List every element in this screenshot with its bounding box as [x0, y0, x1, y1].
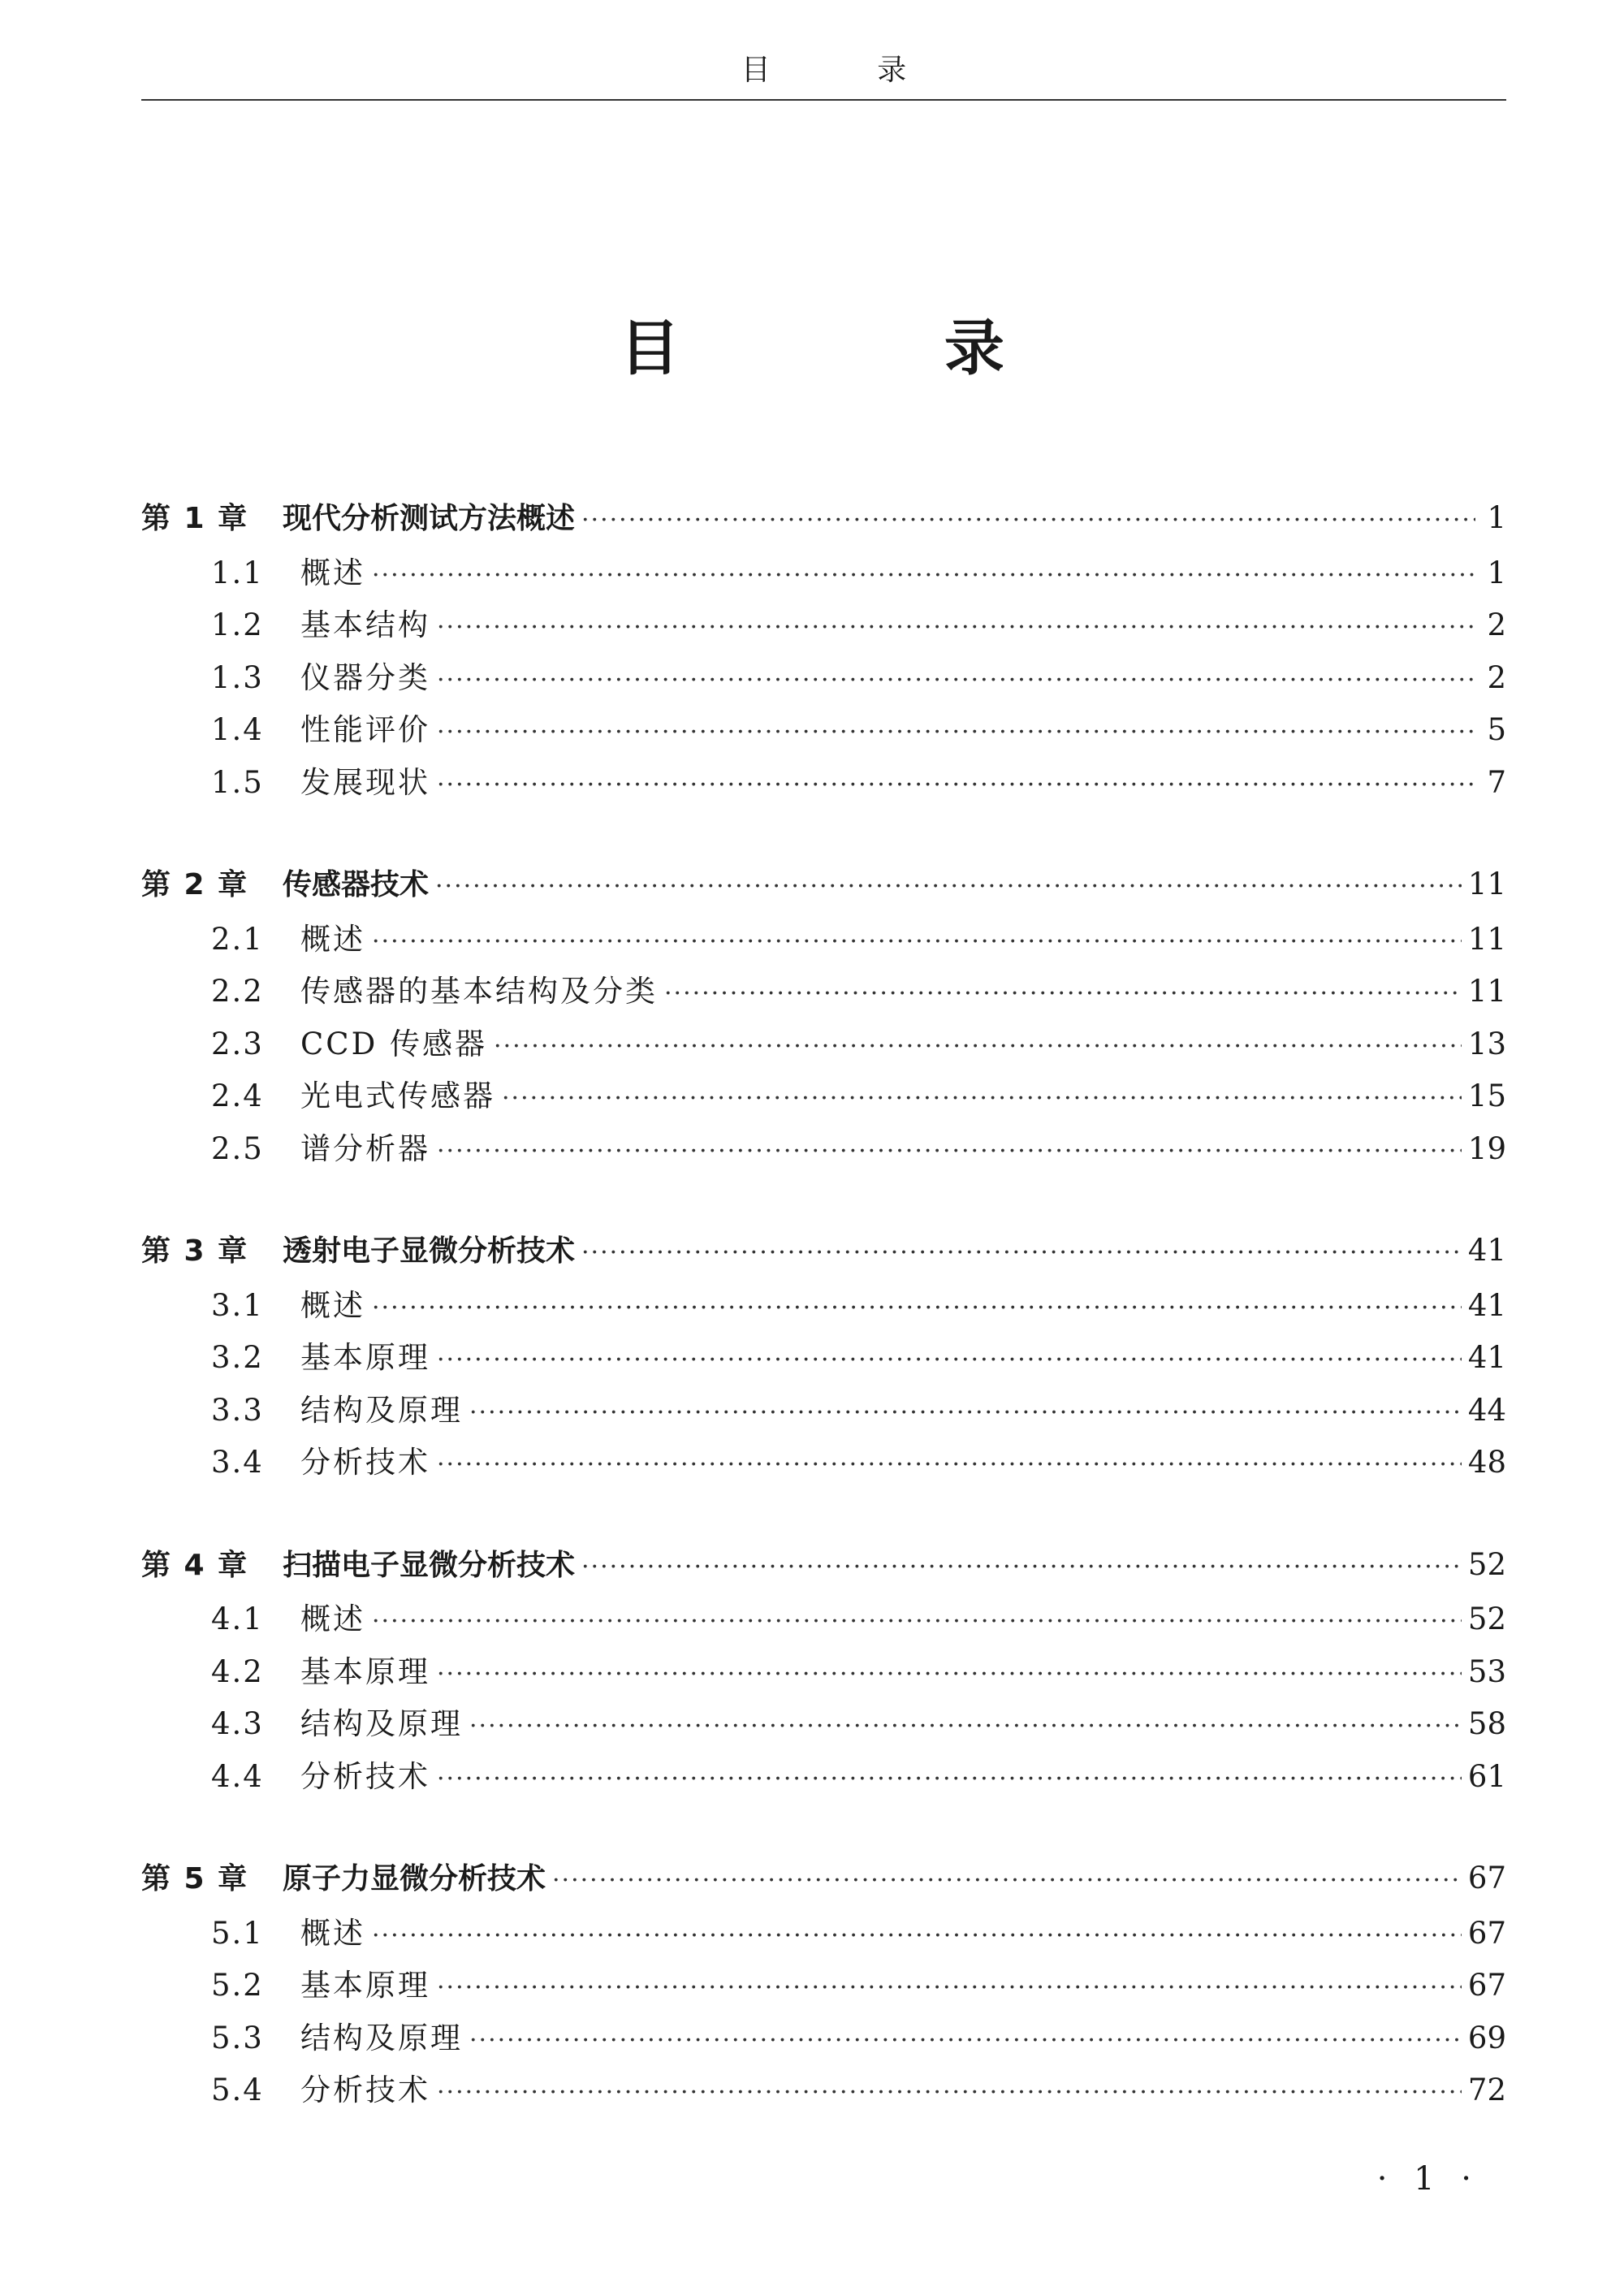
page-number: 67	[1467, 1861, 1506, 1895]
dot-leader	[502, 1084, 1462, 1113]
page-number: 61	[1467, 1758, 1506, 1794]
dot-leader	[581, 1553, 1462, 1581]
page-number: 52	[1467, 1546, 1506, 1582]
dot-leader	[437, 1346, 1462, 1374]
toc-chapter-block-1	[141, 495, 1506, 810]
section-number: 3.4	[211, 1445, 264, 1480]
section-title: 结构及原理	[300, 2020, 463, 2055]
section-number: 2.4	[211, 1078, 264, 1113]
section-title: 基本结构	[300, 607, 430, 642]
table-of-contents	[141, 495, 1506, 2170]
toc-chapter-entry[interactable]	[141, 495, 1506, 548]
dot-leader	[437, 718, 1475, 746]
page-number: 69	[1467, 2020, 1506, 2055]
toc-section-entry[interactable]	[141, 1385, 1506, 1438]
section-number: 4.1	[211, 1602, 264, 1636]
dot-leader	[372, 1294, 1462, 1322]
toc-section-entry[interactable]	[141, 705, 1506, 758]
chapter-title: 现代分析测试方法概述	[283, 502, 576, 535]
page-number: 44	[1467, 1392, 1506, 1428]
section-title: 仪器分类	[300, 659, 430, 695]
page-number: 67	[1467, 1915, 1506, 1951]
section-title: 概述	[300, 1602, 365, 1636]
dot-leader	[437, 771, 1475, 799]
page-number: 1	[1487, 500, 1506, 535]
section-number: 5.3	[211, 2020, 264, 2055]
toc-section-entry[interactable]	[141, 1908, 1506, 1961]
page-number: 58	[1467, 1706, 1506, 1741]
page-number: 41	[1467, 1287, 1506, 1323]
section-title: 概述	[300, 555, 365, 590]
toc-section-entry[interactable]	[141, 1699, 1506, 1752]
chapter-title: 透射电子显微分析技术	[283, 1234, 576, 1268]
section-number: 4.3	[211, 1706, 264, 1741]
toc-section-entry[interactable]	[141, 1960, 1506, 2013]
toc-chapter-block-3	[141, 1228, 1506, 1490]
dot-leader	[437, 1137, 1462, 1165]
header-rule	[141, 99, 1506, 101]
dot-leader	[552, 1866, 1462, 1895]
page-number: 15	[1467, 1078, 1506, 1113]
section-number: 5.4	[211, 2073, 264, 2107]
section-title: CCD 传感器	[300, 1026, 488, 1061]
page-number: 19	[1467, 1130, 1506, 1166]
dot-leader	[437, 1660, 1462, 1688]
running-head: 目 录	[741, 54, 956, 87]
toc-section-entry[interactable]	[141, 1019, 1506, 1072]
toc-section-entry[interactable]	[141, 1124, 1506, 1177]
section-number: 1.3	[211, 659, 264, 695]
section-number: 2.5	[211, 1130, 264, 1166]
toc-section-entry[interactable]	[141, 653, 1506, 706]
dot-leader	[372, 1607, 1462, 1636]
toc-section-entry[interactable]	[141, 1437, 1506, 1490]
section-number: 5.2	[211, 1968, 264, 2003]
section-title: 结构及原理	[300, 1706, 463, 1741]
dot-leader	[372, 927, 1462, 956]
page-number: 7	[1487, 764, 1506, 800]
section-title: 分析技术	[300, 2073, 430, 2107]
dot-leader	[435, 872, 1462, 901]
chapter-title: 原子力显微分析技术	[283, 1862, 546, 1895]
toc-section-entry[interactable]	[141, 966, 1506, 1019]
toc-section-entry[interactable]	[141, 548, 1506, 601]
toc-chapter-entry[interactable]	[141, 1542, 1506, 1595]
page-number: 2	[1487, 659, 1506, 695]
toc-chapter-block-2	[141, 862, 1506, 1176]
toc-chapter-block-5	[141, 1856, 1506, 2118]
toc-section-entry[interactable]	[141, 2065, 1506, 2118]
page-number: 11	[1467, 974, 1506, 1009]
section-title: 基本原理	[300, 1340, 430, 1375]
dot-leader	[581, 1238, 1462, 1267]
toc-chapter-entry[interactable]	[141, 1228, 1506, 1281]
chapter-title: 传感器技术	[283, 868, 430, 901]
page-number: 1	[1487, 555, 1506, 590]
page-number: 53	[1467, 1653, 1506, 1689]
toc-section-entry[interactable]	[141, 1333, 1506, 1385]
section-title: 传感器的基本结构及分类	[300, 974, 658, 1009]
dot-leader	[581, 506, 1475, 534]
toc-section-entry[interactable]	[141, 1647, 1506, 1700]
section-number: 2.1	[211, 921, 264, 957]
section-title: 谱分析器	[300, 1130, 430, 1166]
page-number: 2	[1487, 607, 1506, 642]
page-title: 目 录	[620, 313, 1126, 383]
page-number: 52	[1467, 1602, 1506, 1636]
toc-section-entry[interactable]	[141, 2013, 1506, 2066]
page-folio: · 1 ·	[1376, 2160, 1479, 2198]
section-title: 结构及原理	[300, 1392, 463, 1428]
toc-chapter-entry[interactable]	[141, 862, 1506, 914]
dot-leader	[437, 613, 1475, 642]
chapter-title: 扫描电子显微分析技术	[283, 1548, 576, 1582]
toc-chapter-block-4	[141, 1542, 1506, 1805]
page-number: 11	[1467, 921, 1506, 957]
section-title: 性能评价	[300, 712, 430, 747]
section-number: 1.4	[211, 712, 264, 747]
section-number: 1.1	[211, 555, 264, 590]
dot-leader	[494, 1032, 1462, 1061]
dot-leader	[469, 2026, 1462, 2055]
toc-section-entry[interactable]	[141, 1281, 1506, 1334]
section-number: 4.4	[211, 1758, 264, 1794]
chapter-number: 第 2 章	[141, 868, 249, 901]
chapter-number: 第 5 章	[141, 1862, 249, 1895]
section-number: 3.2	[211, 1340, 264, 1375]
page-number: 72	[1467, 2073, 1506, 2107]
page-number: 48	[1467, 1445, 1506, 1480]
section-number: 1.5	[211, 764, 264, 800]
section-number: 4.2	[211, 1653, 264, 1689]
section-number: 1.2	[211, 607, 264, 642]
toc-section-entry[interactable]	[141, 1071, 1506, 1124]
section-title: 分析技术	[300, 1445, 430, 1480]
page-number: 67	[1467, 1968, 1506, 2003]
chapter-number: 第 3 章	[141, 1234, 249, 1268]
toc-chapter-entry[interactable]	[141, 1856, 1506, 1908]
section-number: 3.1	[211, 1287, 264, 1323]
dot-leader	[469, 1398, 1462, 1427]
dot-leader	[437, 1765, 1462, 1793]
dot-leader	[469, 1712, 1462, 1740]
section-title: 发展现状	[300, 764, 430, 800]
page-number: 5	[1487, 712, 1506, 747]
dot-leader	[437, 1973, 1462, 2002]
toc-section-entry[interactable]	[141, 1594, 1506, 1647]
section-title: 分析技术	[300, 1758, 430, 1794]
section-title: 概述	[300, 1287, 365, 1323]
dot-leader	[437, 2078, 1462, 2107]
page-number: 11	[1467, 867, 1506, 901]
chapter-number: 第 1 章	[141, 502, 249, 535]
dot-leader	[372, 561, 1475, 590]
toc-section-entry[interactable]	[141, 758, 1506, 810]
section-number: 2.3	[211, 1026, 264, 1061]
dot-leader	[664, 979, 1462, 1008]
section-title: 基本原理	[300, 1968, 430, 2003]
dot-leader	[437, 666, 1475, 694]
toc-section-entry[interactable]	[141, 600, 1506, 653]
chapter-number: 第 4 章	[141, 1548, 249, 1582]
dot-leader	[372, 1921, 1462, 1950]
section-title: 概述	[300, 921, 365, 957]
toc-section-entry[interactable]	[141, 914, 1506, 967]
page-number: 13	[1467, 1026, 1506, 1061]
section-title: 光电式传感器	[300, 1078, 495, 1113]
section-number: 3.3	[211, 1392, 264, 1428]
section-number: 5.1	[211, 1915, 264, 1951]
page-number: 41	[1467, 1340, 1506, 1375]
toc-section-entry[interactable]	[141, 1752, 1506, 1805]
section-number: 2.2	[211, 974, 264, 1009]
section-title: 概述	[300, 1915, 365, 1951]
section-title: 基本原理	[300, 1653, 430, 1689]
dot-leader	[437, 1450, 1462, 1479]
page-number: 41	[1467, 1233, 1506, 1268]
